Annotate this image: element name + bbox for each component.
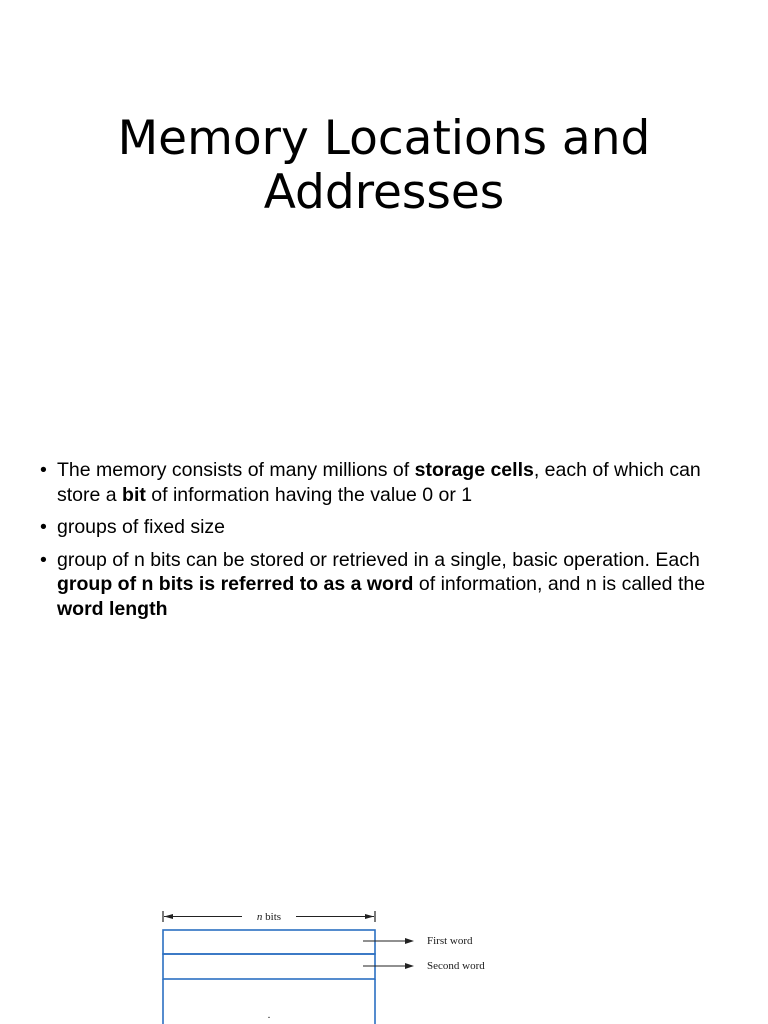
ellipsis-dot: . — [267, 1009, 271, 1021]
bullet-word-length — [40, 548, 720, 622]
bullet-text-part: of information having the value 0 or 1 — [145, 483, 473, 506]
width-arrowhead-right — [365, 914, 374, 919]
word-box-second — [163, 954, 375, 979]
title-line-1: Memory Locations and — [117, 111, 651, 166]
bullet-bold-word-length: word length — [57, 597, 168, 620]
memory-words-diagram — [150, 905, 510, 1024]
bullet-text-part: group of n bits can be stored or retrieved in a single, basic operation. Each — [57, 548, 700, 571]
title-line-2: Addresses — [263, 165, 505, 220]
n-bits-label-rest: bits — [262, 911, 282, 923]
bullet-storage-cells — [40, 458, 720, 507]
bullet-bold-word: group of n bits is referred to as a word — [57, 573, 414, 595]
bullet-fixed-size — [40, 515, 720, 540]
second-word-arrowhead — [405, 963, 414, 969]
bullet-text-part: , each of which can store a — [57, 459, 701, 506]
bullet-list — [40, 458, 720, 629]
n-bits-label — [257, 911, 281, 923]
slide-title — [0, 112, 768, 220]
bullet-text-part: groups of fixed size — [57, 516, 226, 538]
bullet-text-part: The memory consists of many millions of — [57, 459, 415, 481]
first-word-label: First word — [427, 935, 473, 947]
first-word-arrowhead — [405, 938, 414, 944]
memory-words-figure — [150, 905, 510, 1024]
n-bits-label-n: n — [256, 911, 263, 923]
second-word-label: Second word — [427, 960, 485, 972]
bullet-text-part: of information, and n is called the — [413, 573, 706, 595]
word-box-first — [163, 930, 375, 954]
width-arrowhead-left — [164, 914, 173, 919]
bullet-bold-bit: bit — [122, 483, 146, 506]
bullet-bold-storage-cells: storage cells — [414, 459, 534, 481]
